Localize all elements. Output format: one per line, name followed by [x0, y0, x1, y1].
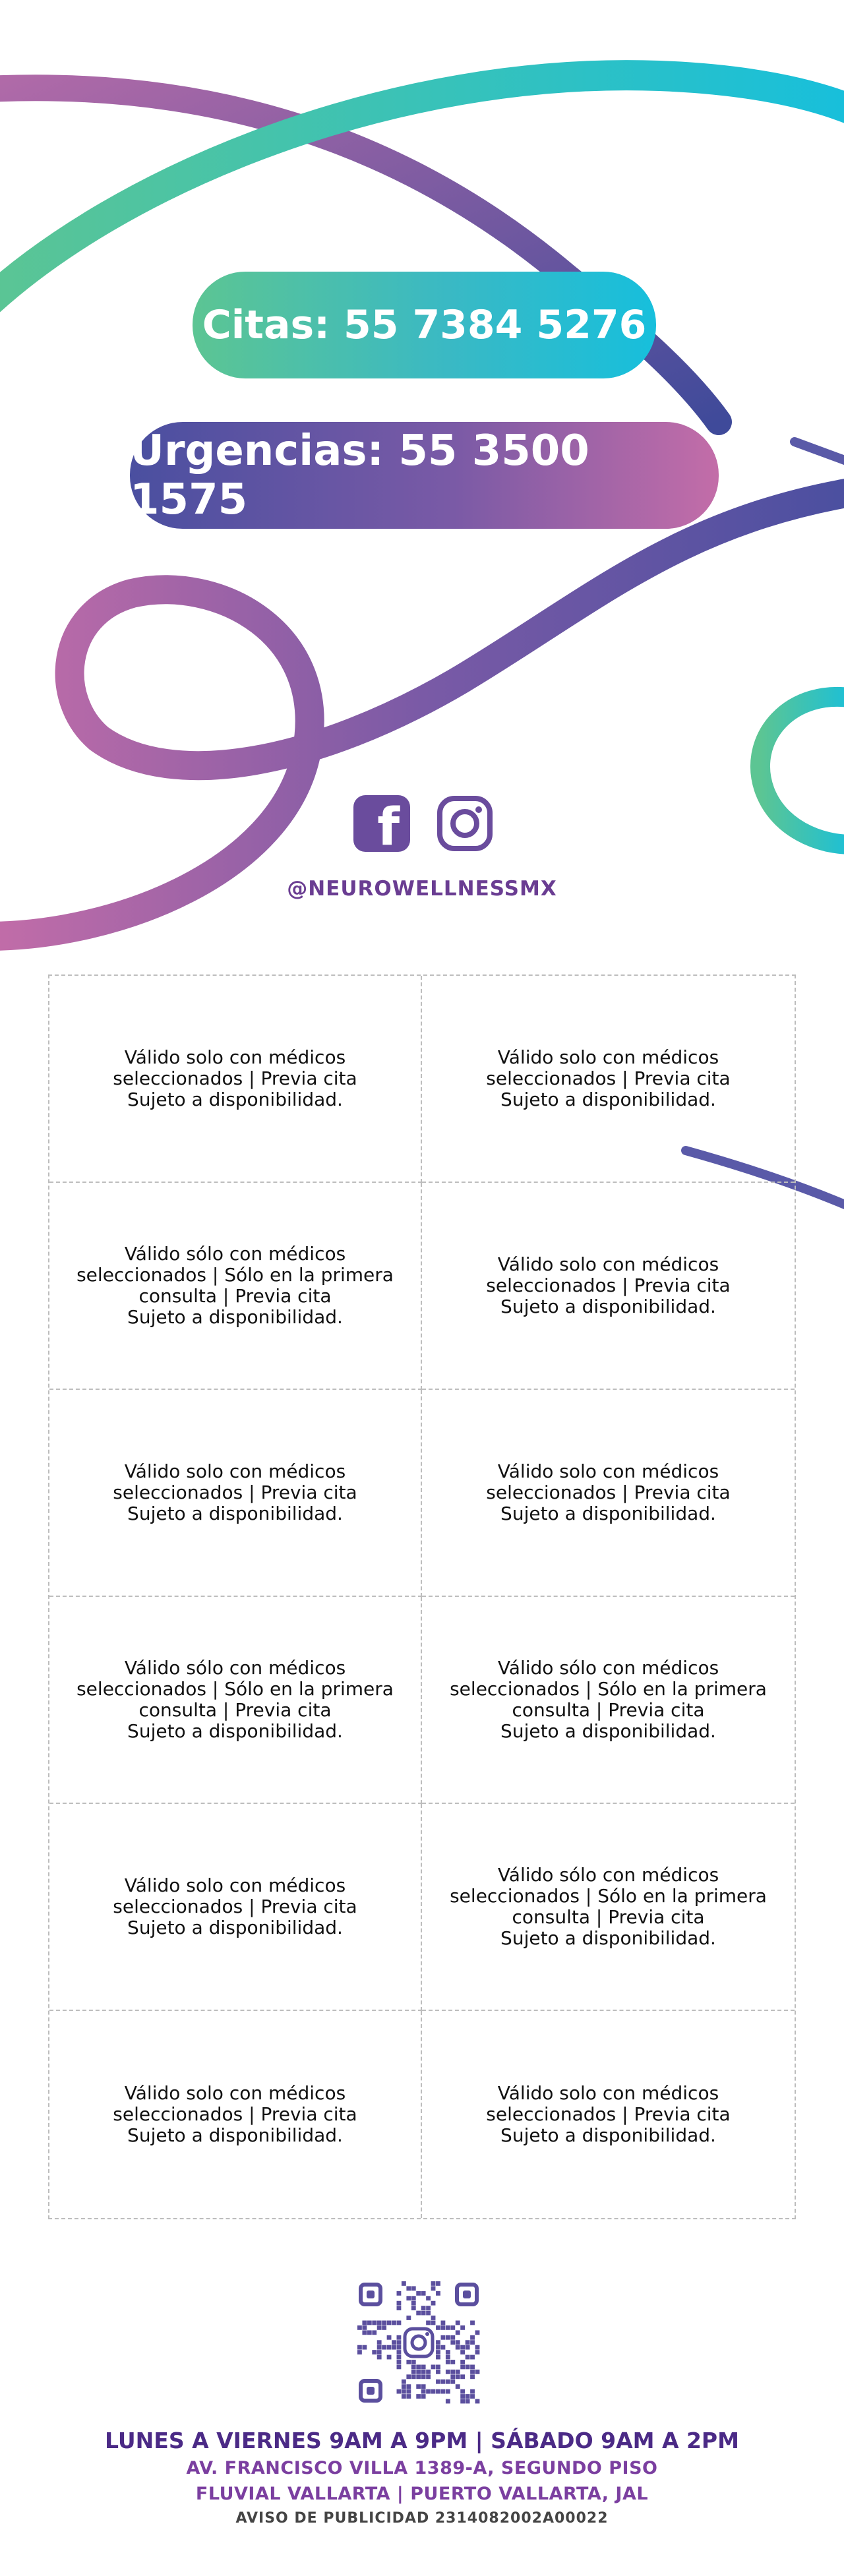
social-handle[interactable]: @NEUROWELLNESSMX: [287, 877, 557, 901]
emergency-phone-pill[interactable]: [130, 422, 719, 529]
coupon-text: Válido solo con médicos seleccionados | Previa cita Sujeto a disponibilidad.: [113, 1046, 357, 1110]
coupon-cell: [422, 2011, 795, 2218]
advertising-notice: AVISO DE PUBLICIDAD 2314082002A00022: [235, 2510, 609, 2527]
coupon-cell: [49, 1804, 422, 2011]
emergency-phone-text: Urgencias: 55 3500 1575: [130, 427, 589, 524]
address-line-1: AV. FRANCISCO VILLA 1389-A, SEGUNDO PISO: [186, 2458, 658, 2478]
appointments-phone-text: Citas: 55 7384 5276: [202, 302, 647, 348]
business-hours: LUNES A VIERNES 9AM A 9PM | SÁBADO 9AM A 2PM: [105, 2428, 739, 2453]
coupon-cell: [422, 976, 795, 1183]
coupon-text: Válido solo con médicos seleccionados | Previa cita Sujeto a disponibilidad.: [113, 1460, 357, 1524]
facebook-icon[interactable]: f: [353, 795, 410, 852]
ribbon-right-teal: [760, 697, 844, 845]
coupon-text: Válido solo con médicos seleccionados | Previa cita Sujeto a disponibilidad.: [486, 1253, 731, 1317]
coupon-text: Válido sólo con médicos seleccionados | Sólo en la primera consulta | Previa cita Sujeto a disponibilidad.: [76, 1657, 394, 1742]
coupon-text: Válido sólo con médicos seleccionados | Sólo en la primera consulta | Previa cita Sujeto a disponibilidad.: [450, 1657, 767, 1742]
coupon-cell: [49, 1390, 422, 1597]
coupon-cell: [422, 1597, 795, 1804]
coupon-cell: [422, 1183, 795, 1390]
coupon-text: Válido solo con médicos seleccionados | Previa cita Sujeto a disponibilidad.: [113, 2082, 357, 2146]
coupon-grid: [48, 974, 796, 2219]
coupon-cell: [422, 1390, 795, 1597]
coupon-text: Válido solo con médicos seleccionados | Previa cita Sujeto a disponibilidad.: [113, 1874, 357, 1938]
coupon-cell: [49, 1597, 422, 1804]
coupon-cell: [49, 1183, 422, 1390]
address-line-2: FLUVIAL VALLARTA | PUERTO VALLARTA, JAL: [195, 2484, 649, 2504]
qr-code-icon[interactable]: [357, 2281, 480, 2404]
ribbon-loop: [0, 491, 844, 936]
ribbon-right-small: [795, 442, 844, 465]
instagram-icon[interactable]: [437, 795, 493, 852]
coupon-cell: [49, 2011, 422, 2218]
social-icons: [353, 795, 493, 857]
appointments-phone-pill[interactable]: [193, 272, 656, 378]
coupon-text: Válido solo con médicos seleccionados | Previa cita Sujeto a disponibilidad.: [486, 2082, 731, 2146]
coupon-text: Válido sólo con médicos seleccionados | Sólo en la primera consulta | Previa cita Sujeto a disponibilidad.: [450, 1864, 767, 1949]
coupon-cell: [49, 976, 422, 1183]
coupon-cell: [422, 1804, 795, 2011]
coupon-text: Válido sólo con médicos seleccionados | Sólo en la primera consulta | Previa cita Sujeto a disponibilidad.: [76, 1243, 394, 1328]
coupon-text: Válido solo con médicos seleccionados | Previa cita Sujeto a disponibilidad.: [486, 1046, 731, 1110]
coupon-text: Válido solo con médicos seleccionados | Previa cita Sujeto a disponibilidad.: [486, 1460, 731, 1524]
